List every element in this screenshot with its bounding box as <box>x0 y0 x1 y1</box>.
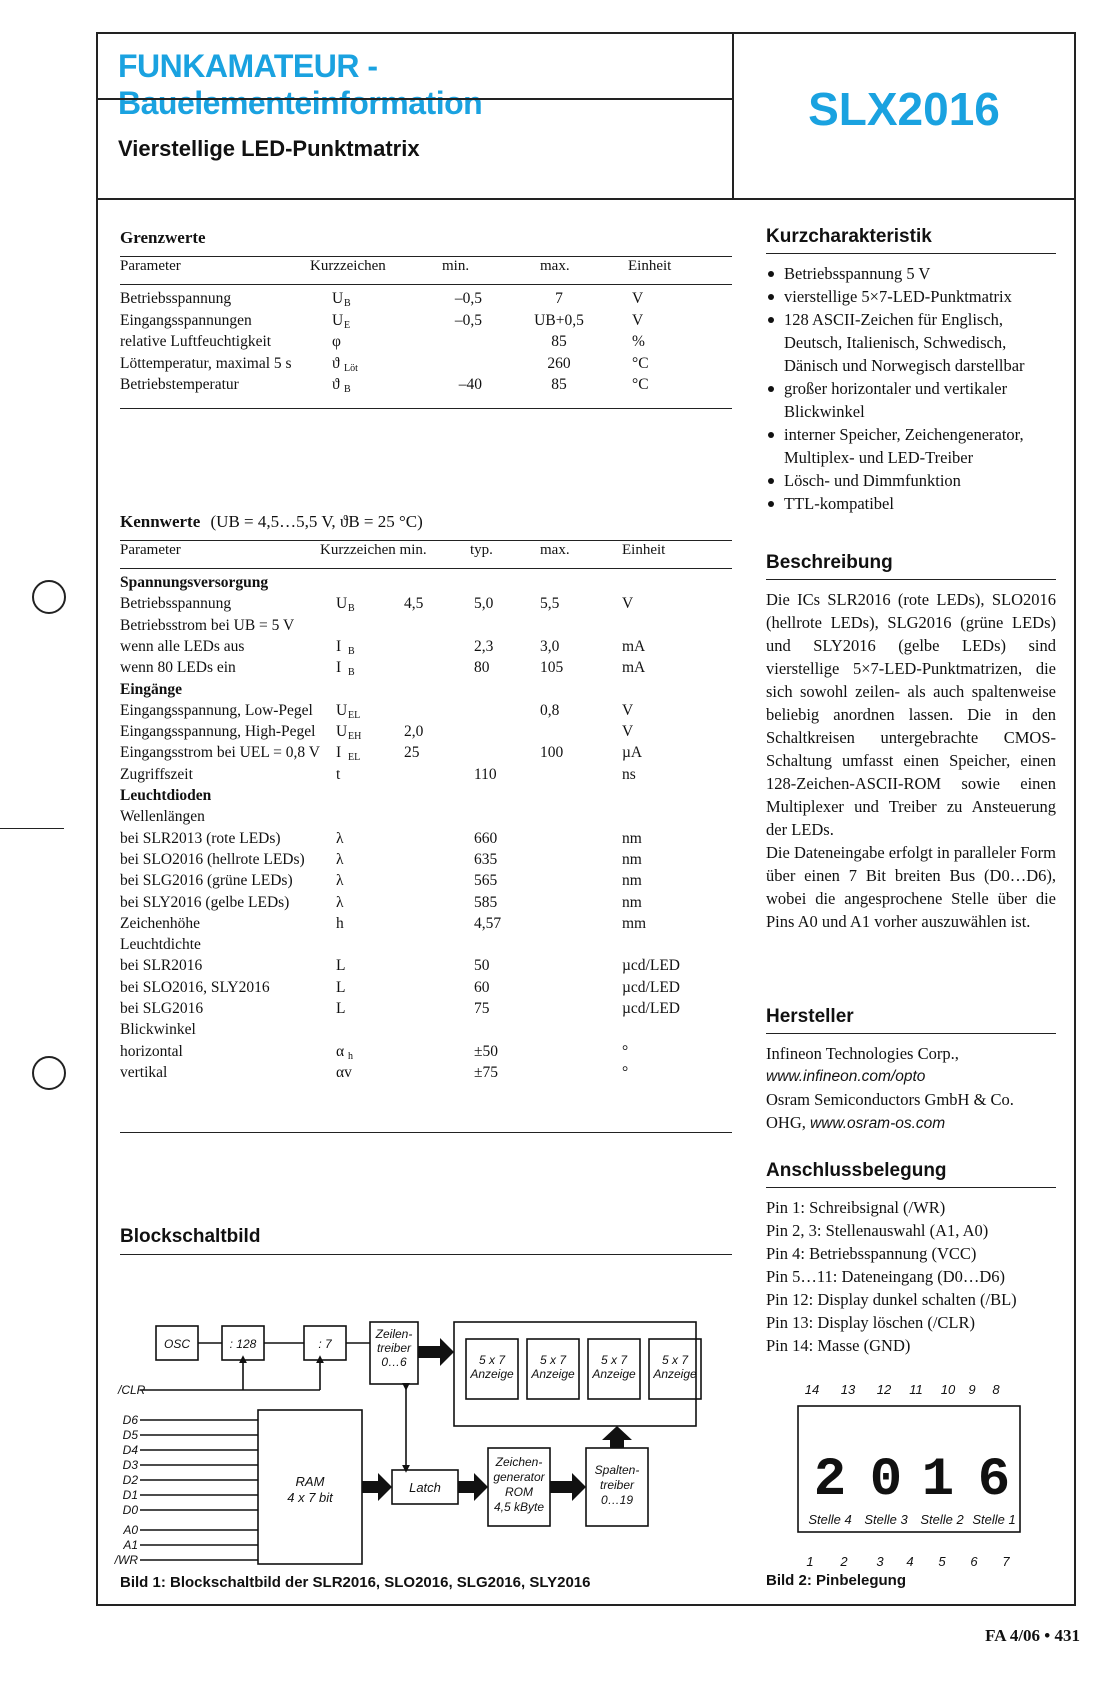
param-name: relative Luftfeuchtigkeit <box>120 333 272 350</box>
param-name: horizontal <box>120 1042 183 1060</box>
digit-4-label-a: 5 x 7 <box>661 1353 689 1367</box>
unit: V <box>622 701 634 719</box>
kennwerte-label: Kennwerte <box>120 512 201 531</box>
page-footer: FA 4/06 • 431 <box>985 1626 1080 1645</box>
kennwerte-row <box>120 1043 732 1066</box>
typ-value: 565 <box>474 872 498 890</box>
input-d1: D1 <box>122 1488 138 1502</box>
unit: nm <box>622 829 642 847</box>
max-value: UB+0,5 <box>534 311 584 329</box>
kennwerte-row <box>120 830 732 853</box>
datasheet-frame <box>96 32 1076 1606</box>
unit: mm <box>622 914 647 932</box>
digit-4-label-b: Anzeige <box>653 1367 697 1381</box>
digit-2-label-a: 5 x 7 <box>539 1353 567 1367</box>
pin-entry: Pin 4: Betriebsspannung (VCC) <box>766 1244 977 1263</box>
kennwerte-row <box>120 574 732 597</box>
unit: nm <box>622 893 642 911</box>
input-d6: D6 <box>122 1413 138 1427</box>
kennwerte-top-rule <box>120 540 732 541</box>
beschreibung-rule <box>766 579 1056 580</box>
column-header: Kurzzeichen <box>310 258 386 274</box>
unit: V <box>622 723 634 741</box>
pin-entry: Pin 13: Display löschen (/CLR) <box>766 1313 975 1332</box>
param-name: Spannungsversorgung <box>120 574 269 591</box>
unit: nm <box>622 872 642 890</box>
pin-2-label: 2 <box>840 1554 848 1569</box>
kennwerte-row <box>120 595 732 618</box>
hersteller-text <box>766 1042 1056 1135</box>
symbol-subscript: B <box>348 645 355 657</box>
div7-label: : 7 <box>318 1337 332 1351</box>
unit: mA <box>622 637 646 655</box>
kennwerte-row <box>120 894 732 917</box>
fold-mark <box>0 828 64 829</box>
blockschaltbild-rule <box>120 1254 732 1255</box>
typ-value: 2,3 <box>474 637 494 655</box>
symbol: α <box>336 1042 345 1060</box>
kurzcharakteristik-list <box>766 262 1056 515</box>
param-name: bei SLG2016 (grüne LEDs) <box>120 872 293 890</box>
unit: nm <box>622 850 642 868</box>
feature-item: Betriebsspannung 5 V <box>766 262 1056 285</box>
zeilen-label-3: 0…6 <box>381 1355 407 1369</box>
feature-item: TTL-kompatibel <box>766 492 1056 515</box>
param-name: Wellenlängen <box>120 808 205 826</box>
min-value: 25 <box>404 744 420 762</box>
block-diagram <box>114 1266 720 1567</box>
param-name: vertikal <box>120 1063 168 1081</box>
symbol: I <box>336 659 342 677</box>
input-d2: D2 <box>122 1473 138 1487</box>
unit: µcd/LED <box>622 1000 680 1017</box>
kennwerte-row <box>120 766 732 789</box>
stelle-2-label: Stelle 2 <box>920 1512 964 1527</box>
input-a0: A0 <box>123 1523 138 1537</box>
typ-value: 50 <box>474 957 490 975</box>
typ-value: 4,57 <box>474 914 502 932</box>
pin-entry: Pin 14: Masse (GND) <box>766 1336 911 1355</box>
beschreibung-title: Beschreibung <box>766 552 893 573</box>
hersteller-url-1[interactable]: www.infineon.com/opto <box>766 1068 926 1085</box>
symbol: I <box>336 637 342 655</box>
max-value: 7 <box>555 290 563 307</box>
pin-8-label: 8 <box>992 1382 1000 1397</box>
min-value: –0,5 <box>454 290 482 307</box>
symbol: t <box>336 765 341 783</box>
anschluss-rule <box>766 1187 1056 1188</box>
grenzwerte-row <box>120 290 732 313</box>
rom-label-4: 4,5 kByte <box>493 1500 545 1514</box>
symbol: I <box>336 744 342 762</box>
param-name: wenn 80 LEDs ein <box>120 659 236 677</box>
pin-entry: Pin 2, 3: Stellenauswahl (A1, A0) <box>766 1221 989 1240</box>
typ-value: ±50 <box>474 1042 499 1060</box>
pin-7-label: 7 <box>1002 1554 1010 1569</box>
ram-label-2: 4 x 7 bit <box>287 1490 333 1505</box>
param-name: Betriebstemperatur <box>120 376 239 393</box>
param-name: Eingangsspannung, Low-Pegel <box>120 701 313 719</box>
ram-label-1: RAM <box>295 1474 325 1489</box>
arrow-latch-to-rom <box>458 1473 488 1501</box>
kennwerte-row <box>120 744 732 767</box>
unit: °C <box>632 354 649 372</box>
pin-9-label: 9 <box>968 1382 976 1397</box>
pin-entry: Pin 5…11: Dateneingang (D0…D6) <box>766 1267 1006 1286</box>
stelle-1-label: Stelle 1 <box>972 1512 1016 1527</box>
kennwerte-row <box>120 979 732 1002</box>
kennwerte-condition: (UB = 4,5…5,5 V, ϑB = 25 °C) <box>210 512 423 531</box>
pin-5-label: 5 <box>938 1554 946 1569</box>
param-name: Leuchtdichte <box>120 936 201 954</box>
symbol: h <box>336 914 344 932</box>
param-name: bei SLR2016 <box>120 957 203 975</box>
input-d5: D5 <box>122 1428 138 1442</box>
grenzwerte-header-rule <box>120 284 732 285</box>
param-name: Zugriffszeit <box>120 765 193 783</box>
max-value: 260 <box>547 354 571 372</box>
param-name: bei SLG2016 <box>120 1000 204 1017</box>
kennwerte-row <box>120 1021 732 1044</box>
param-name: Eingangsspannungen <box>120 311 252 329</box>
grenzwerte-top-rule <box>120 256 732 257</box>
blockschaltbild-title: Blockschaltbild <box>120 1226 261 1247</box>
kennwerte-row <box>120 851 732 874</box>
grenzwerte-row <box>120 355 732 378</box>
column-header: Parameter <box>120 542 181 558</box>
param-name: Eingänge <box>120 680 183 698</box>
param-name: Eingangsstrom bei UEL = 0,8 V <box>120 744 320 762</box>
figure2-caption: Bild 2: Pinbelegung <box>766 1572 907 1589</box>
param-name: bei SLY2016 (gelbe LEDs) <box>120 893 290 911</box>
pin-1-label: 1 <box>806 1554 814 1569</box>
beschreibung-paragraph-1: Die ICs SLR2016 (rote LEDs), SLO2016 (hellrote LEDs), SLG2016 (grüne LEDs) und SLY2016 (gelbe LEDs) sind vierstellige 5×7-LED-Punktmatrizen, die sich sowohl zeilen- als auch spaltenweise beliebig anordnen lassen. Die in den Schaltkreisen untergebrachte CMOS-Schaltung umfasst einen Speicher, einen 128-Zeichen-ASCII-ROM sowie einen Multiplexer und Treiber zu Ansteuerung der LEDs. <box>766 590 1056 839</box>
symbol: U <box>332 311 344 329</box>
input-d3: D3 <box>122 1458 138 1472</box>
digit-2-label-b: Anzeige <box>531 1367 575 1381</box>
symbol: U <box>336 701 348 719</box>
symbol: ϑ <box>332 354 340 372</box>
unit: mA <box>622 659 646 677</box>
symbol: λ <box>336 850 344 868</box>
kennwerte-bottom-rule <box>120 1132 732 1133</box>
feature-item: großer horizontaler und vertikaler Blickwinkel <box>766 377 1056 423</box>
max-value: 105 <box>540 659 564 677</box>
param-name: Zeichenhöhe <box>120 914 201 932</box>
feature-item: 128 ASCII-Zeichen für Englisch, Deutsch, Italienisch, Schwedisch, Dänisch und Norwegisch darstellbar <box>766 308 1056 377</box>
grenzwerte-row <box>120 333 732 356</box>
max-value: 85 <box>551 376 567 393</box>
param-name: bei SLO2016 (hellrote LEDs) <box>120 850 305 868</box>
column-header: Parameter <box>120 258 181 274</box>
param-name: Eingangsspannung, High-Pegel <box>120 723 316 741</box>
symbol: U <box>332 290 344 307</box>
spalten-label-1: Spalten- <box>594 1463 640 1477</box>
arrow-spalten-to-display <box>602 1426 632 1448</box>
rom-label-3: ROM <box>505 1485 533 1499</box>
param-name: Betriebsspannung <box>120 290 232 307</box>
unit: % <box>632 333 645 350</box>
typ-value: 660 <box>474 829 498 847</box>
min-value: –0,5 <box>454 311 482 329</box>
feature-item: vierstellige 5×7-LED-Punktmatrix <box>766 285 1056 308</box>
symbol-subscript: E <box>344 319 351 331</box>
symbol: L <box>336 957 346 975</box>
unit: ° <box>622 1063 629 1081</box>
digit-3-label-b: Anzeige <box>592 1367 636 1381</box>
max-value: 85 <box>551 333 567 350</box>
symbol: L <box>336 978 346 996</box>
kurzcharakteristik-title: Kurzcharakteristik <box>766 226 932 247</box>
unit: ns <box>622 765 636 783</box>
symbol: U <box>336 595 348 613</box>
symbol-subscript: EH <box>348 731 362 743</box>
max-value: 100 <box>540 744 564 762</box>
pin-entry: Pin 1: Schreibsignal (/WR) <box>766 1198 946 1217</box>
kennwerte-row <box>120 681 732 704</box>
header-left <box>98 34 734 200</box>
spalten-label-3: 0…19 <box>600 1493 634 1507</box>
typ-value: 80 <box>474 659 490 677</box>
pin-13-label: 13 <box>840 1382 856 1397</box>
input-wr: /WR <box>114 1553 138 1567</box>
symbol-subscript: h <box>348 1050 353 1062</box>
typ-value: 60 <box>474 978 490 996</box>
page-subtitle: Vierstellige LED-Punktmatrix <box>118 136 420 161</box>
grenzwerte-row <box>120 312 732 335</box>
product-name: SLX2016 <box>808 83 1000 135</box>
digit-1-label-a: 5 x 7 <box>478 1353 506 1367</box>
pin-6-label: 6 <box>970 1554 978 1569</box>
hersteller-line-4 <box>766 1111 1056 1135</box>
typ-value: 635 <box>474 850 498 868</box>
hersteller-line-3: Osram Semiconductors GmbH & Co. <box>766 1090 1014 1109</box>
pin-11-label: 11 <box>909 1382 923 1397</box>
pin-3-label: 3 <box>876 1554 884 1569</box>
max-value: 5,5 <box>540 595 560 613</box>
kurzcharakteristik-rule <box>766 253 1056 254</box>
typ-value: 110 <box>474 765 497 783</box>
kennwerte-row <box>120 936 732 959</box>
param-name: Betriebsspannung <box>120 595 232 613</box>
magazine-brand: FUNKAMATEUR - Bauelementeinformation <box>118 48 483 121</box>
column-header: Einheit <box>628 258 672 274</box>
feature-item: interner Speicher, Zeichengenerator, Multiplex- und LED-Treiber <box>766 423 1056 469</box>
hersteller-url-2[interactable]: www.osram-os.com <box>810 1115 946 1132</box>
symbol: λ <box>336 829 344 847</box>
hersteller-ohg: OHG, <box>766 1113 806 1132</box>
column-header: Einheit <box>622 542 666 558</box>
grenzwerte-title: Grenzwerte <box>120 228 206 247</box>
min-value: 2,0 <box>404 723 424 741</box>
header-right <box>734 34 1074 200</box>
symbol: λ <box>336 872 344 890</box>
clr-label: /CLR <box>118 1383 146 1397</box>
arrow-ram-to-latch <box>362 1473 392 1501</box>
arrow-zeilen-to-display <box>418 1338 454 1366</box>
pin-14-label: 14 <box>804 1382 820 1397</box>
symbol: αv <box>336 1063 352 1081</box>
display-digit-stelle-4: 2 <box>813 1450 847 1511</box>
digit-3-label-a: 5 x 7 <box>600 1353 628 1367</box>
beschreibung-text <box>766 588 1056 933</box>
osc-label: OSC <box>163 1337 191 1351</box>
symbol-subscript: B <box>348 603 355 615</box>
kennwerte-row <box>120 638 732 661</box>
param-name: Leuchtdioden <box>120 787 212 804</box>
kennwerte-row <box>120 872 732 895</box>
anschluss-list <box>766 1196 1056 1357</box>
figure1-caption: Bild 1: Blockschaltbild der SLR2016, SLO2016, SLG2016, SLY2016 <box>120 1574 591 1591</box>
zeilen-label-1: Zeilen- <box>375 1327 413 1341</box>
latch-label: Latch <box>409 1480 441 1495</box>
param-name: Blickwinkel <box>120 1021 196 1039</box>
pin-4-label: 4 <box>906 1554 914 1569</box>
typ-value: 5,0 <box>474 595 494 613</box>
beschreibung-paragraph-2: Die Dateneingabe erfolgt in paralleler Form über einen 7 Bit breiten Bus (D0…D6), wobei die angesprochene Stelle über die Pins A0 und A1 vorher auszuwählen ist. <box>766 843 1057 931</box>
kennwerte-row <box>120 702 732 725</box>
grenzwerte-row <box>120 376 732 399</box>
digit-1-label-b: Anzeige <box>470 1367 514 1381</box>
kennwerte-header-rule <box>120 568 732 569</box>
unit: °C <box>632 376 649 393</box>
kennwerte-row <box>120 808 732 831</box>
punch-hole-top <box>32 580 66 614</box>
display-digit-stelle-2: 1 <box>921 1450 955 1511</box>
spalten-label-2: treiber <box>599 1478 635 1492</box>
min-value: –40 <box>458 376 482 393</box>
max-value: 0,8 <box>540 701 560 719</box>
symbol-subscript: B <box>344 298 351 309</box>
column-header: typ. <box>470 542 493 558</box>
pin-12-label: 12 <box>876 1382 892 1397</box>
anschluss-title: Anschlussbelegung <box>766 1160 947 1181</box>
column-header: Kurzzeichen min. <box>320 542 427 558</box>
arrow-rom-to-spalten <box>550 1473 586 1501</box>
unit: µcd/LED <box>622 978 680 996</box>
kennwerte-row <box>120 957 732 980</box>
hersteller-title: Hersteller <box>766 1006 854 1027</box>
stelle-4-label: Stelle 4 <box>808 1512 852 1527</box>
max-value: 3,0 <box>540 637 560 655</box>
unit: V <box>632 311 644 329</box>
column-header: min. <box>442 258 470 274</box>
param-name: bei SLR2013 (rote LEDs) <box>120 829 281 847</box>
param-name: Betriebsstrom bei UB = 5 V <box>120 616 295 634</box>
symbol-subscript: Löt <box>344 362 358 374</box>
input-a1: A1 <box>123 1538 138 1552</box>
kennwerte-title <box>120 512 423 532</box>
kennwerte-row <box>120 1064 732 1087</box>
header-divider <box>98 98 734 100</box>
unit: µcd/LED <box>622 957 680 975</box>
symbol: U <box>336 723 348 741</box>
typ-value: 585 <box>474 893 498 911</box>
input-d4: D4 <box>122 1443 138 1457</box>
zeilen-label-2: treiber <box>376 1341 412 1355</box>
symbol-subscript: EL <box>348 709 361 721</box>
kennwerte-row <box>120 1000 732 1023</box>
display-digit-stelle-1: 6 <box>977 1450 1011 1511</box>
symbol: ϑ <box>332 376 340 393</box>
typ-value: 75 <box>474 1000 490 1017</box>
unit: ° <box>622 1042 629 1060</box>
kennwerte-row <box>120 787 732 810</box>
kennwerte-header-row <box>120 542 732 565</box>
pin-10-label: 10 <box>940 1382 956 1397</box>
pinout-diagram <box>766 1374 1056 1574</box>
kennwerte-row <box>120 915 732 938</box>
punch-hole-bottom <box>32 1056 66 1090</box>
grenzwerte-header-row <box>120 258 732 281</box>
param-name: Löttemperatur, maximal 5 s <box>120 354 292 372</box>
symbol-subscript: B <box>348 667 355 679</box>
grenzwerte-bottom-rule <box>120 408 732 409</box>
feature-item: Lösch- und Dimmfunktion <box>766 469 1056 492</box>
symbol: λ <box>336 893 344 911</box>
typ-value: ±75 <box>474 1063 499 1081</box>
symbol: L <box>336 1000 346 1017</box>
rom-label-2: generator <box>493 1470 545 1484</box>
column-header: max. <box>540 258 570 274</box>
pin-entry: Pin 12: Display dunkel schalten (/BL) <box>766 1290 1017 1309</box>
symbol: φ <box>332 333 341 350</box>
stelle-3-label: Stelle 3 <box>864 1512 908 1527</box>
param-name: bei SLO2016, SLY2016 <box>120 978 270 996</box>
input-d0: D0 <box>122 1503 138 1517</box>
unit: V <box>622 595 634 613</box>
hersteller-rule <box>766 1033 1056 1034</box>
div128-label: : 128 <box>229 1337 257 1351</box>
symbol-subscript: EL <box>348 752 361 764</box>
kennwerte-row <box>120 723 732 746</box>
min-value: 4,5 <box>404 595 424 613</box>
unit: µA <box>622 744 643 762</box>
unit: V <box>632 290 644 307</box>
symbol-subscript: B <box>344 384 351 395</box>
hersteller-line-1: Infineon Technologies Corp., <box>766 1044 959 1063</box>
rom-label-1: Zeichen- <box>495 1455 543 1469</box>
kennwerte-row <box>120 617 732 640</box>
display-digit-stelle-3: 0 <box>869 1450 903 1511</box>
kennwerte-row <box>120 659 732 682</box>
param-name: wenn alle LEDs aus <box>120 637 245 655</box>
column-header: max. <box>540 542 570 558</box>
